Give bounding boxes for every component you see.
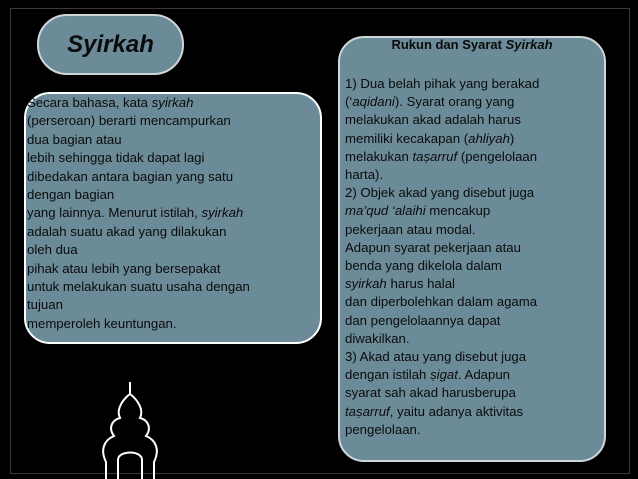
- requirements-italic-term: aqidani: [352, 94, 395, 110]
- requirements-text-run: , yaitu adanya aktivitas: [389, 403, 524, 419]
- definition-line: [27, 186, 317, 204]
- definition-line: [27, 131, 317, 149]
- requirements-line: [345, 93, 603, 111]
- requirements-line: [345, 384, 603, 402]
- requirements-heading-italic: Syirkah: [505, 37, 553, 52]
- definition-italic-term: syirkah: [201, 205, 244, 221]
- requirements-line: [345, 75, 603, 93]
- requirements-line: [345, 293, 603, 311]
- requirements-line: [345, 366, 603, 384]
- requirements-text-run: 2) Objek akad yang disebut juga: [345, 185, 535, 201]
- requirements-line: [345, 148, 603, 166]
- requirements-text-run: harus halal: [386, 276, 455, 292]
- title-pill: [37, 14, 184, 75]
- requirements-line: [345, 312, 603, 330]
- definition-text-run: pihak atau lebih yang bersepakat: [27, 260, 221, 276]
- requirements-line: [345, 221, 603, 239]
- requirements-line: [345, 257, 603, 275]
- definition-line: [27, 260, 317, 278]
- requirements-text-run: dan pengelolaannya dapat: [345, 312, 501, 328]
- requirements-text-run: pengelolaan.: [345, 421, 421, 437]
- requirements-line: [345, 166, 603, 184]
- definition-text-run: dibedakan antara bagian yang satu: [27, 168, 234, 184]
- definition-text-run: tujuan: [27, 297, 63, 313]
- requirements-line: [345, 348, 603, 366]
- requirements-line: [345, 275, 603, 293]
- definition-line: [27, 94, 317, 112]
- requirements-text-run: 1) Dua belah pihak yang berakad: [345, 76, 540, 91]
- requirements-heading: [338, 37, 606, 52]
- definition-line: [27, 315, 317, 333]
- requirements-text-run: ): [509, 130, 515, 146]
- requirements-text-run: dengan istilah: [345, 367, 431, 383]
- definition-text-run: Secara bahasa, kata: [27, 95, 152, 110]
- requirements-text-run: benda yang dikelola dalam: [345, 258, 502, 274]
- definition-line: [27, 112, 317, 130]
- requirements-line: [345, 330, 603, 348]
- requirements-line: [345, 130, 603, 148]
- requirements-text-run: ). Syarat orang yang: [394, 94, 515, 110]
- requirements-text: [345, 75, 603, 439]
- definition-text-run: (perseroan) berarti mencampurkan: [27, 113, 231, 129]
- requirements-text-run: pekerjaan atau modal.: [345, 221, 476, 237]
- requirements-italic-term: syirkah: [345, 276, 387, 292]
- requirements-text-run: syarat sah akad harusberupa: [345, 385, 516, 401]
- slide-title: Syirkah: [67, 30, 154, 58]
- requirements-text-run: melakukan: [345, 148, 413, 164]
- definition-line: [27, 223, 317, 241]
- requirements-text-run: memiliki kecakapan (: [345, 130, 469, 146]
- definition-text-run: lebih sehingga tidak dapat lagi: [27, 150, 205, 166]
- definition-line: [27, 296, 317, 314]
- requirements-line: [345, 239, 603, 257]
- mosque-dome-ornament-icon: [88, 380, 172, 479]
- definition-text-run: yang lainnya. Menurut istilah,: [27, 205, 202, 221]
- requirements-line: [345, 111, 603, 129]
- definition-text: [27, 94, 317, 333]
- requirements-text-run: Adapun syarat pekerjaan atau: [345, 239, 521, 255]
- requirements-italic-term: ahliyah: [468, 130, 510, 146]
- definition-italic-term: syirkah: [151, 95, 194, 110]
- requirements-text-run: melakukan akad adalah harus: [345, 112, 521, 128]
- requirements-italic-term: ṣigat: [430, 367, 458, 383]
- requirements-line: [345, 421, 603, 439]
- requirements-line: [345, 184, 603, 202]
- definition-text-run: untuk melakukan suatu usaha dengan: [27, 279, 250, 295]
- requirements-heading-plain: Rukun dan Syarat: [391, 37, 506, 52]
- requirements-text-run: dan diperbolehkan dalam agama: [345, 294, 538, 310]
- requirements-italic-term: taṣarruf: [412, 148, 458, 164]
- definition-text-run: adalah suatu akad yang dilakukan: [27, 223, 227, 239]
- requirements-text-run: mencakup: [425, 203, 491, 219]
- requirements-italic-term: taṣarruf: [345, 403, 390, 419]
- definition-line: [27, 204, 317, 222]
- requirements-text-run: (pengelolaan: [457, 148, 538, 164]
- requirements-italic-term: ma’qud ‘alaihi: [345, 203, 426, 219]
- definition-text-run: oleh dua: [27, 242, 78, 258]
- definition-line: [27, 278, 317, 296]
- requirements-text-run: (‘: [345, 94, 353, 110]
- requirements-line: [345, 403, 603, 421]
- requirements-line: [345, 202, 603, 220]
- requirements-text-run: diwakilkan.: [345, 330, 410, 346]
- definition-line: [27, 149, 317, 167]
- definition-text-run: dengan bagian: [27, 187, 115, 203]
- definition-text-run: memperoleh keuntungan.: [27, 315, 177, 331]
- requirements-text-run: . Adapun: [457, 367, 510, 383]
- definition-line: [27, 168, 317, 186]
- requirements-text-run: harta).: [345, 167, 384, 183]
- definition-text-run: dua bagian atau: [27, 131, 122, 147]
- definition-line: [27, 241, 317, 259]
- requirements-text-run: 3) Akad atau yang disebut juga: [345, 349, 527, 365]
